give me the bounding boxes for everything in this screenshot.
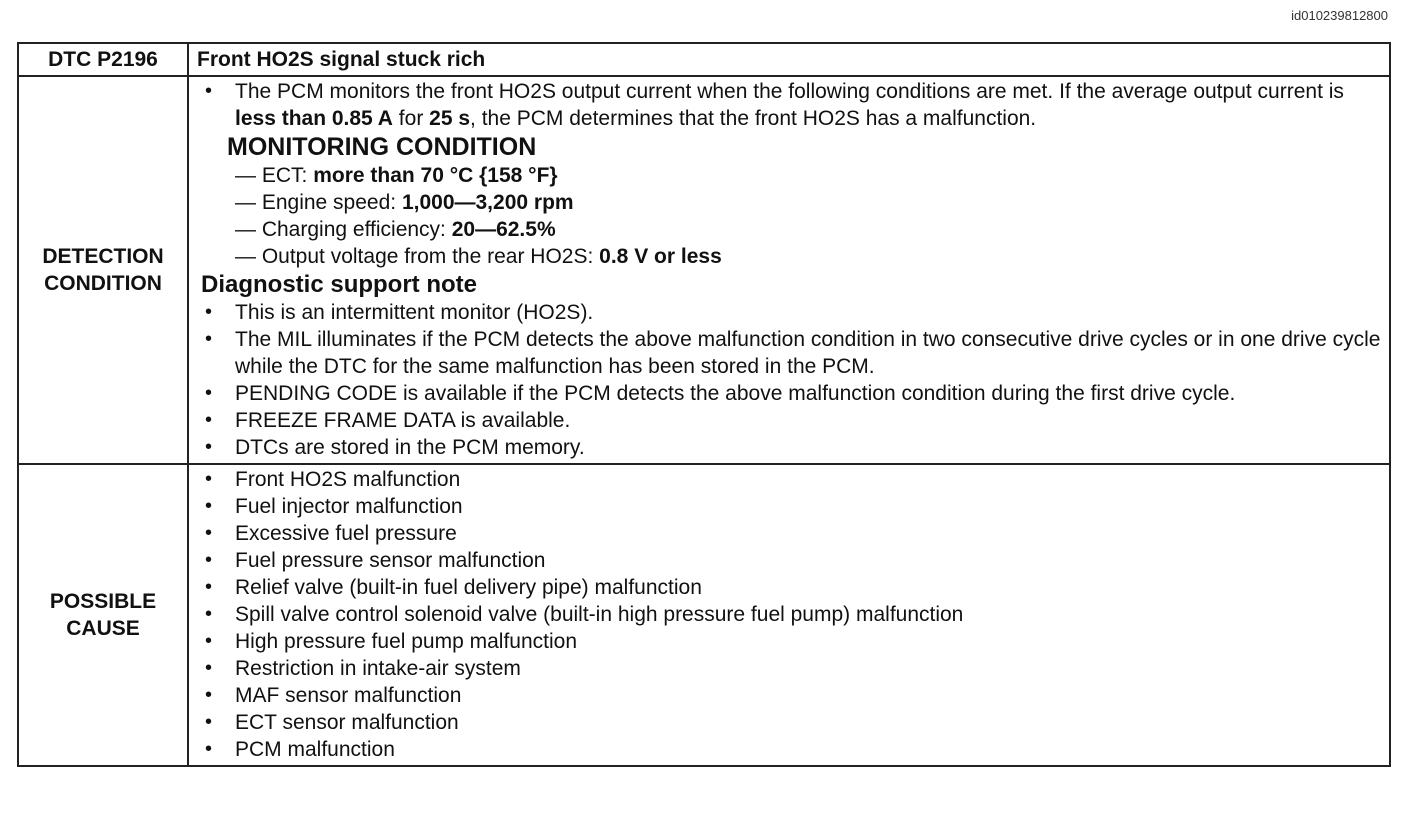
note-item: • FREEZE FRAME DATA is available. — [201, 407, 1381, 434]
detection-condition-content — [188, 76, 1390, 464]
cause-item: • Restriction in intake-air system — [201, 655, 1381, 682]
dtc-code: DTC P2196 — [48, 48, 158, 71]
condition-value: 1,000—3,200 rpm — [401, 191, 574, 214]
intro-text-2: for — [392, 107, 430, 130]
condition-engine-speed — [235, 189, 1381, 216]
note-item: • This is an intermittent monitor (HO2S). — [201, 299, 1381, 326]
intro-threshold-current: less than 0.85 A — [235, 107, 393, 130]
cause-item: • MAF sensor malfunction — [201, 682, 1381, 709]
condition-ect — [235, 162, 1381, 189]
cause-item: • ECT sensor malfunction — [201, 709, 1381, 736]
diagnostic-notes-list — [201, 299, 1381, 461]
condition-label: — Charging efficiency: — [235, 218, 452, 241]
cause-item: • Relief valve (built-in fuel delivery pipe) malfunction — [201, 574, 1381, 601]
condition-label: — Engine speed: — [235, 191, 402, 214]
possible-cause-label-line2: CAUSE — [66, 617, 140, 640]
intro-text-1: The PCM monitors the front HO2S output current when the following conditions are met. If the average output current is — [235, 80, 1344, 103]
intro-threshold-time: 25 s — [429, 107, 471, 130]
possible-cause-row — [18, 464, 1390, 766]
intro-text-3: , the PCM determines that the front HO2S has a malfunction. — [470, 107, 1037, 130]
detection-condition-row — [18, 76, 1390, 464]
monitoring-condition-list — [201, 162, 1381, 270]
dtc-title: Front HO2S signal stuck rich — [197, 48, 486, 71]
condition-charging-efficiency — [235, 216, 1381, 243]
note-item: • The MIL illuminates if the PCM detects the above malfunction condition in two consecutive drive cycles or in one drive cycle while the DTC for the same malfunction has been stored in the PCM. — [201, 326, 1381, 380]
condition-value: 20—62.5% — [451, 218, 556, 241]
dtc-title-cell — [188, 43, 1390, 76]
note-item: • DTCs are stored in the PCM memory. — [201, 434, 1381, 461]
possible-cause-list — [201, 466, 1381, 763]
note-item: • PENDING CODE is available if the PCM detects the above malfunction condition during the first drive cycle. — [201, 380, 1381, 407]
monitor-intro-item — [201, 78, 1381, 132]
diagnostic-support-note-heading: Diagnostic support note — [201, 271, 477, 298]
cause-item: • High pressure fuel pump malfunction — [201, 628, 1381, 655]
possible-cause-label-line1: POSSIBLE — [49, 590, 157, 613]
condition-rear-ho2s-voltage — [235, 243, 1381, 270]
condition-value: more than 70 °C {158 °F} — [313, 164, 558, 187]
detection-label-line2: CONDITION — [44, 272, 162, 295]
condition-label: — ECT: — [235, 164, 314, 187]
dtc-code-cell — [18, 43, 188, 76]
monitoring-condition-heading: MONITORING CONDITION — [227, 133, 537, 161]
possible-cause-label — [18, 464, 188, 766]
dtc-table — [17, 42, 1391, 767]
monitor-intro-list — [201, 78, 1381, 132]
document-id: id010239812800 — [1291, 8, 1388, 23]
possible-cause-content — [188, 464, 1390, 766]
cause-item: • Fuel injector malfunction — [201, 493, 1381, 520]
cause-item: • Spill valve control solenoid valve (built-in high pressure fuel pump) malfunction — [201, 601, 1381, 628]
cause-item: • Front HO2S malfunction — [201, 466, 1381, 493]
header-row — [18, 43, 1390, 76]
cause-item: • Excessive fuel pressure — [201, 520, 1381, 547]
detection-condition-label — [18, 76, 188, 464]
cause-item: • PCM malfunction — [201, 736, 1381, 763]
detection-label-line1: DETECTION — [42, 245, 164, 268]
condition-value: 0.8 V or less — [599, 245, 722, 268]
condition-label: — Output voltage from the rear HO2S: — [235, 245, 600, 268]
cause-item: • Fuel pressure sensor malfunction — [201, 547, 1381, 574]
